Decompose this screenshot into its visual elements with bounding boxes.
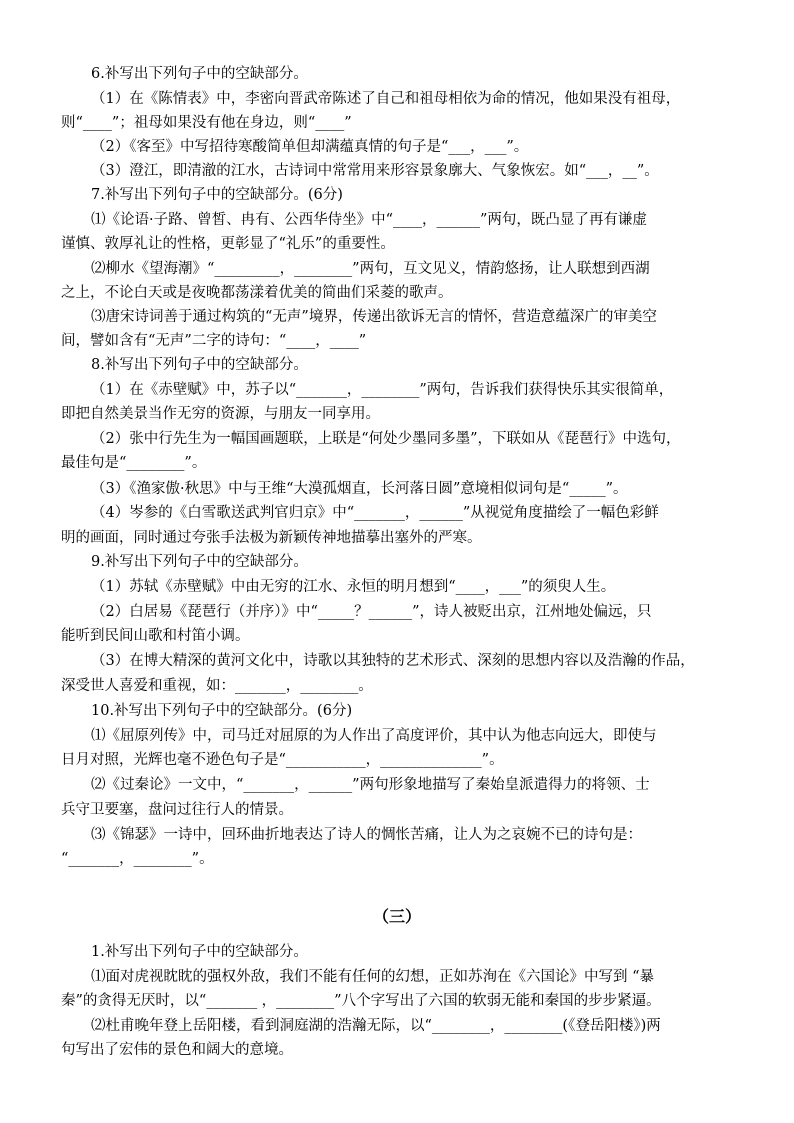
q8-2-line2: 最佳句是“________”。: [61, 455, 207, 471]
q8-2-line1: （2）张中行先生为一幅国画题联，上联是“何处少墨同多墨”，下联如从《琵琶行》中选句，: [91, 431, 681, 447]
s3-q1-1-line1: ⑴面对虎视眈眈的强权外敌，我们不能有任何的幻想，正如苏洵在《六国论》中写到 “暴: [91, 969, 655, 985]
q8-1-line2: 即把自然美景当作无穷的资源，与朋友一同享用。: [61, 406, 380, 422]
q7-heading: 7.补写出下列句子中的空缺部分。(6分): [91, 187, 343, 203]
q9-heading: 9.补写出下列句子中的空缺部分。: [91, 554, 308, 570]
q6-heading: 6.补写出下列句子中的空缺部分。: [91, 66, 308, 82]
q9-3-line2: 深受世人喜爱和重视，如：_______，________。: [61, 678, 373, 694]
section-title: （三）: [372, 907, 421, 926]
s3-q1-2-line2: 句写出了宏伟的景色和阔大的意境。: [61, 1042, 293, 1058]
q8-1-line1: （1）在《赤壁赋》中，苏子以“_______，________”两句，告诉我们获得快乐其实很简单，: [91, 382, 674, 398]
q6-3: （3）澄江，即清澈的江水，古诗词中常常用来形容景象廓大、气象恢宏。如“___，__”。: [91, 163, 659, 179]
q9-1: （1）苏轼《赤壁赋》中由无穷的江水、永恒的明月想到“____，___”的须臾人生。: [91, 579, 616, 595]
q10-2-line2: 兵守卫要塞，盘问过往行人的情景。: [61, 802, 293, 818]
q8-heading: 8.补写出下列句子中的空缺部分。: [91, 357, 308, 373]
q10-3-line2: “_______，________”。: [61, 851, 214, 867]
q10-1-line2: 日月对照，光辉也毫不逊色句子是“___________，______________”。: [61, 752, 504, 768]
q8-4-line1: （4）岑参的《白雪歌送武判官归京》中“_______，______”从视觉角度描绘了一幅色彩鲜: [91, 505, 659, 521]
q8-4-line2: 明的画面，同时通过夸张手法极为新颖传神地描摹出塞外的严寒。: [61, 530, 482, 546]
q7-1-line2: 谨慎、敦厚礼让的性格，更彰显了“礼乐”的重要性。: [61, 236, 395, 252]
q10-3-line1: ⑶《锦瑟》一诗中，回环曲折地表达了诗人的惆怅苦痛，让人为之哀婉不已的诗句是：: [91, 827, 642, 843]
q7-3-line2: 间，譬如含有“无声”二字的诗句：“____，____”: [61, 333, 367, 349]
s3-q1-2-line1: ⑵杜甫晚年登上岳阳楼，看到洞庭湖的浩瀚无际，以“________，________(《登岳阳楼》)两: [91, 1018, 661, 1034]
q10-1-line1: ⑴《屈原列传》中，司马迁对屈原的为人作出了高度评价，其中认为他志向远大，即使与: [91, 728, 657, 744]
q6-1-line2: 则“____”；祖母如果没有他在身边，则“____”: [61, 115, 352, 131]
s3-q1-heading: 1.补写出下列句子中的空缺部分。: [91, 944, 308, 960]
q9-3-line1: （3）在博大精深的黄河文化中，诗歌以其独特的艺术形式、深刻的思想内容以及浩瀚的作品，: [91, 653, 695, 669]
q7-2-line1: ⑵柳水《望海潮》“_________，________”两句，互文见义，情韵悠扬，让人联想到西湖: [91, 261, 650, 277]
q6-1-line1: （1）在《陈情表》中，李密向晋武帝陈述了自己和祖母相依为命的情况，他如果没有祖母，: [91, 91, 681, 107]
s3-q1-1-line2: 秦”的贪得无厌时，以“_______ ，________”八个字写出了六国的软弱无能和秦国的步步紧逼。: [61, 993, 661, 1009]
q9-2-line1: （2）白居易《琵琶行（并序）》中“_____？______”，诗人被贬出京，江州地处偏远，只: [91, 604, 652, 620]
q8-3: （3）《渔家傲·秋思》中与王维“大漠孤烟直，长河落日圆”意境相似词句是“_____”。: [91, 481, 628, 497]
q7-2-line2: 之上，不论白天或是夜晚都荡漾着优美的简曲们采菱的歌声。: [61, 285, 453, 301]
q6-2: （2）《客至》中写招待寒酸简单但却满蕴真情的句子是“___，___”。: [91, 139, 529, 155]
q10-heading: 10.补写出下列句子中的空缺部分。(6分): [91, 703, 353, 719]
q9-2-line2: 能听到民间山歌和村笛小调。: [61, 628, 250, 644]
q10-2-line1: ⑵《过秦论》一文中，“_______，______”两句形象地描写了秦始皇派遣得力的将领、士: [91, 777, 650, 793]
q7-3-line1: ⑶唐宋诗词善于通过构筑的“无声”境界，传递出欲诉无言的情怀，营造意蕴深广的审美空: [91, 309, 657, 325]
q7-1-line1: ⑴《论语·子路、曾皙、冉有、公西华侍坐》中“____，______”两句，既凸显了再有谦虚: [91, 212, 647, 228]
